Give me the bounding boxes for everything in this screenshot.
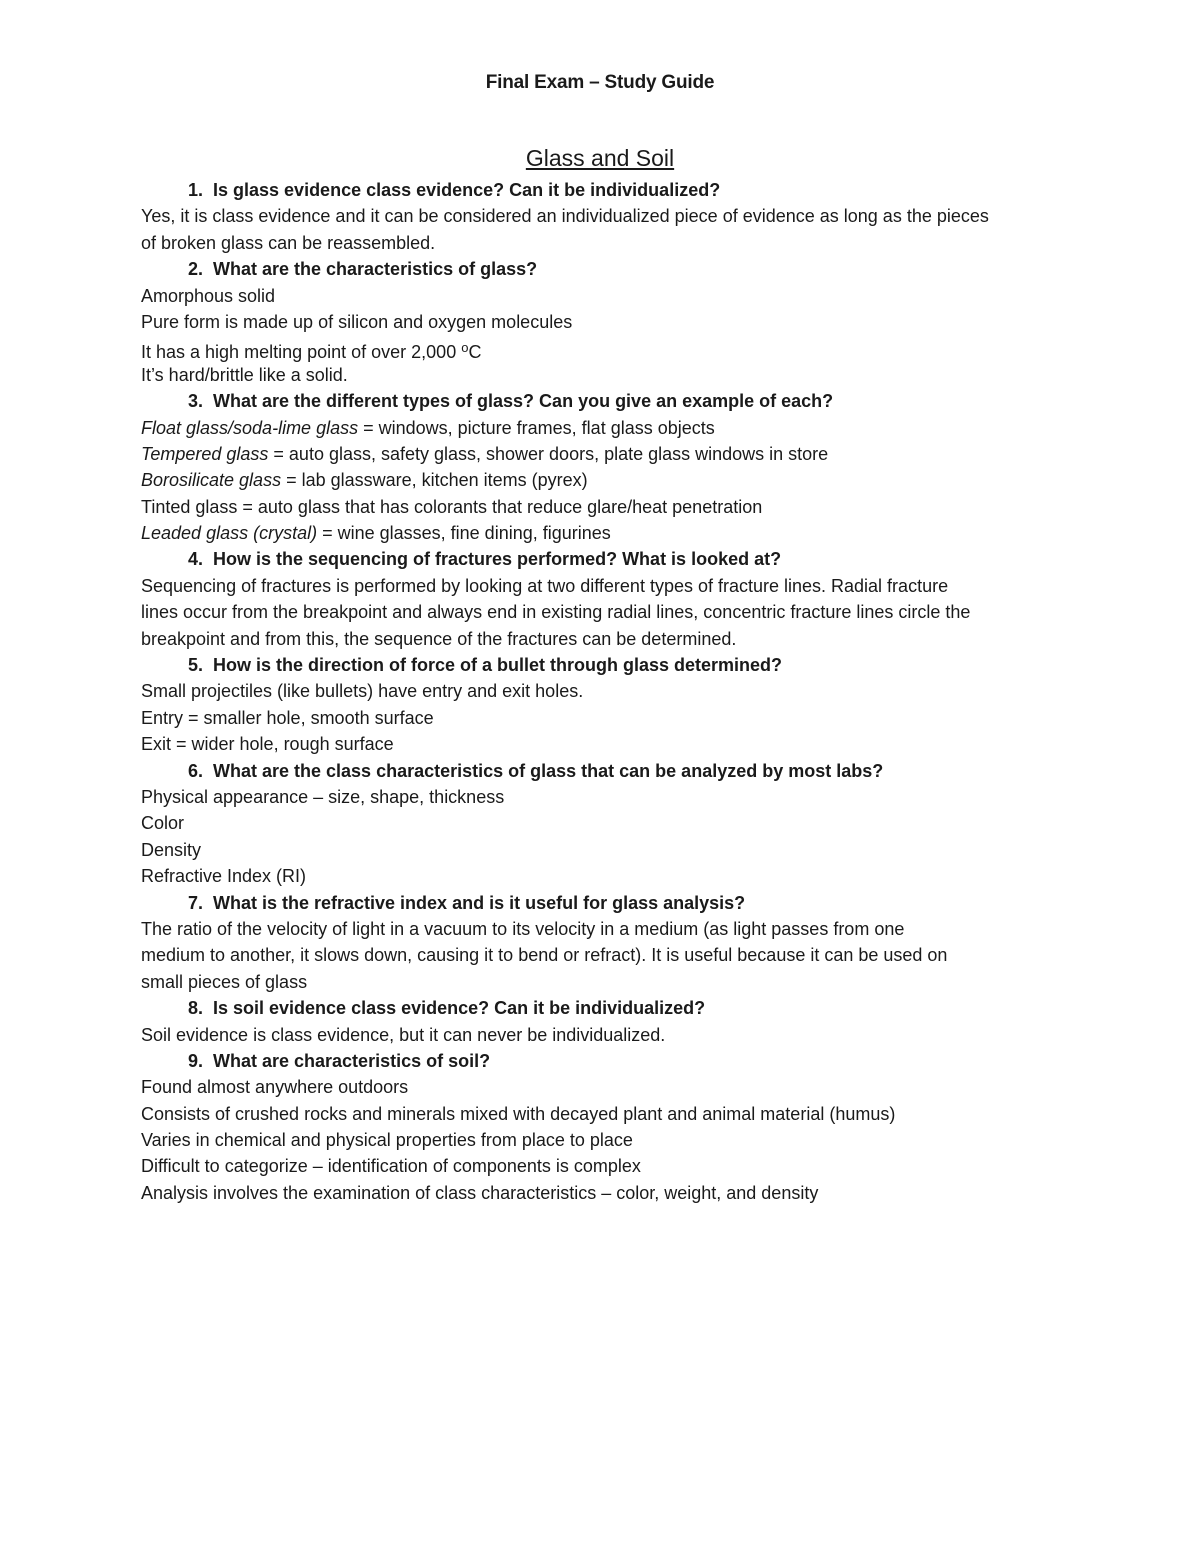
- question-number: 1.: [187, 180, 203, 200]
- question-number: 5.: [187, 655, 203, 676]
- answer-line: Amorphous solid: [141, 285, 276, 306]
- question-number: 9.: [187, 1050, 203, 1071]
- question-5: [141, 652, 1071, 678]
- answer-line: breakpoint and from this, the sequence of the fractures can be determined.: [141, 628, 737, 649]
- question-6: [141, 758, 1071, 784]
- question-text: How is the sequencing of fractures performed? What is looked at?: [213, 549, 782, 570]
- answer-line: Yes, it is class evidence and it can be considered an individualized piece of evidence as long as the pieces: [141, 206, 989, 227]
- answer-line: Density: [141, 839, 202, 860]
- question-text: What are the class characteristics of glass that can be analyzed by most labs?: [213, 760, 884, 781]
- question-number: 6.: [187, 760, 203, 781]
- question-text: Is soil evidence class evidence? Can it be individualized?: [213, 998, 706, 1019]
- answer-line: The ratio of the velocity of light in a vacuum to its velocity in a medium (as light passes from one: [141, 918, 905, 939]
- question-number: 7.: [187, 892, 203, 913]
- question-text: What are the characteristics of glass?: [213, 259, 538, 280]
- glass-type-desc: = windows, picture frames, flat glass objects: [358, 417, 715, 438]
- answer-line: Exit = wider hole, rough surface: [141, 734, 394, 755]
- section-title: Glass and Soil: [525, 145, 675, 171]
- glass-type-desc: = wine glasses, fine dining, figurines: [317, 523, 611, 544]
- question-9: [141, 1048, 1071, 1074]
- question-text: What is the refractive index and is it useful for glass analysis?: [213, 892, 746, 913]
- question-text: What are characteristics of soil?: [213, 1050, 491, 1071]
- glass-type-desc: = lab glassware, kitchen items (pyrex): [281, 470, 588, 491]
- question-number: 2.: [187, 259, 203, 280]
- glass-type-desc: = auto glass, safety glass, shower doors, plate glass windows in store: [268, 443, 829, 464]
- question-text: How is the direction of force of a bullet through glass determined?: [213, 655, 783, 676]
- question-2: [141, 256, 1071, 282]
- answer-line: [141, 335, 1071, 361]
- question-number: 3.: [187, 391, 203, 412]
- answer-line: Difficult to categorize – identification of components is complex: [141, 1156, 641, 1177]
- answer-line: Consists of crushed rocks and minerals mixed with decayed plant and animal material (humus): [141, 1103, 896, 1124]
- glass-type-name: Borosilicate glass: [141, 470, 282, 491]
- question-4: [141, 546, 1071, 572]
- answer-line: Analysis involves the examination of class characteristics – color, weight, and density: [141, 1182, 819, 1203]
- study-guide-content: [141, 177, 1071, 1206]
- answer-line: Refractive Index (RI): [141, 866, 307, 887]
- glass-type-line: [141, 415, 1071, 441]
- question-text: What are the different types of glass? Can you give an example of each?: [213, 391, 834, 412]
- question-1: [141, 177, 1071, 203]
- question-8: [141, 995, 1071, 1021]
- question-number: 4.: [187, 549, 203, 570]
- answer-line: lines occur from the breakpoint and always end in existing radial lines, concentric fracture lines circle the: [141, 602, 971, 623]
- answer-line: Sequencing of fractures is performed by looking at two different types of fracture lines. Radial fracture: [141, 575, 949, 596]
- glass-type-name: Float glass/soda-lime glass: [141, 417, 359, 438]
- answer-text: It has a high melting point of over 2,000: [141, 342, 462, 363]
- glass-type-line: [141, 520, 1071, 546]
- answer-line: Color: [141, 813, 185, 834]
- answer-line: It’s hard/brittle like a solid.: [141, 364, 348, 385]
- answer-line: of broken glass can be reassembled.: [141, 232, 436, 253]
- glass-type-name: Leaded glass (crystal): [141, 523, 318, 544]
- answer-line: Physical appearance – size, shape, thickness: [141, 786, 505, 807]
- glass-type-line: [141, 467, 1071, 493]
- answer-line: Varies in chemical and physical properties from place to place: [141, 1130, 633, 1151]
- answer-text: C: [468, 342, 482, 363]
- question-text: Is glass evidence class evidence? Can it be individualized?: [213, 180, 721, 200]
- question-7: [141, 890, 1071, 916]
- answer-line: Entry = smaller hole, smooth surface: [141, 707, 434, 728]
- answer-line: small pieces of glass: [141, 971, 308, 992]
- document-title: Final Exam – Study Guide: [485, 72, 715, 93]
- question-3: [141, 388, 1071, 414]
- answer-line: Small projectiles (like bullets) have entry and exit holes.: [141, 681, 584, 702]
- glass-type-line: Tinted glass = auto glass that has colorants that reduce glare/heat penetration: [141, 496, 763, 517]
- glass-type-name: Tempered glass: [141, 443, 269, 464]
- answer-line: Soil evidence is class evidence, but it can never be individualized.: [141, 1024, 666, 1045]
- glass-type-line: [141, 441, 1071, 467]
- answer-line: medium to another, it slows down, causing it to bend or refract). It is useful because it can be used on: [141, 945, 948, 966]
- answer-line: Found almost anywhere outdoors: [141, 1077, 409, 1098]
- answer-line: Pure form is made up of silicon and oxygen molecules: [141, 311, 573, 332]
- degree-symbol: o: [461, 340, 469, 356]
- question-number: 8.: [187, 998, 203, 1019]
